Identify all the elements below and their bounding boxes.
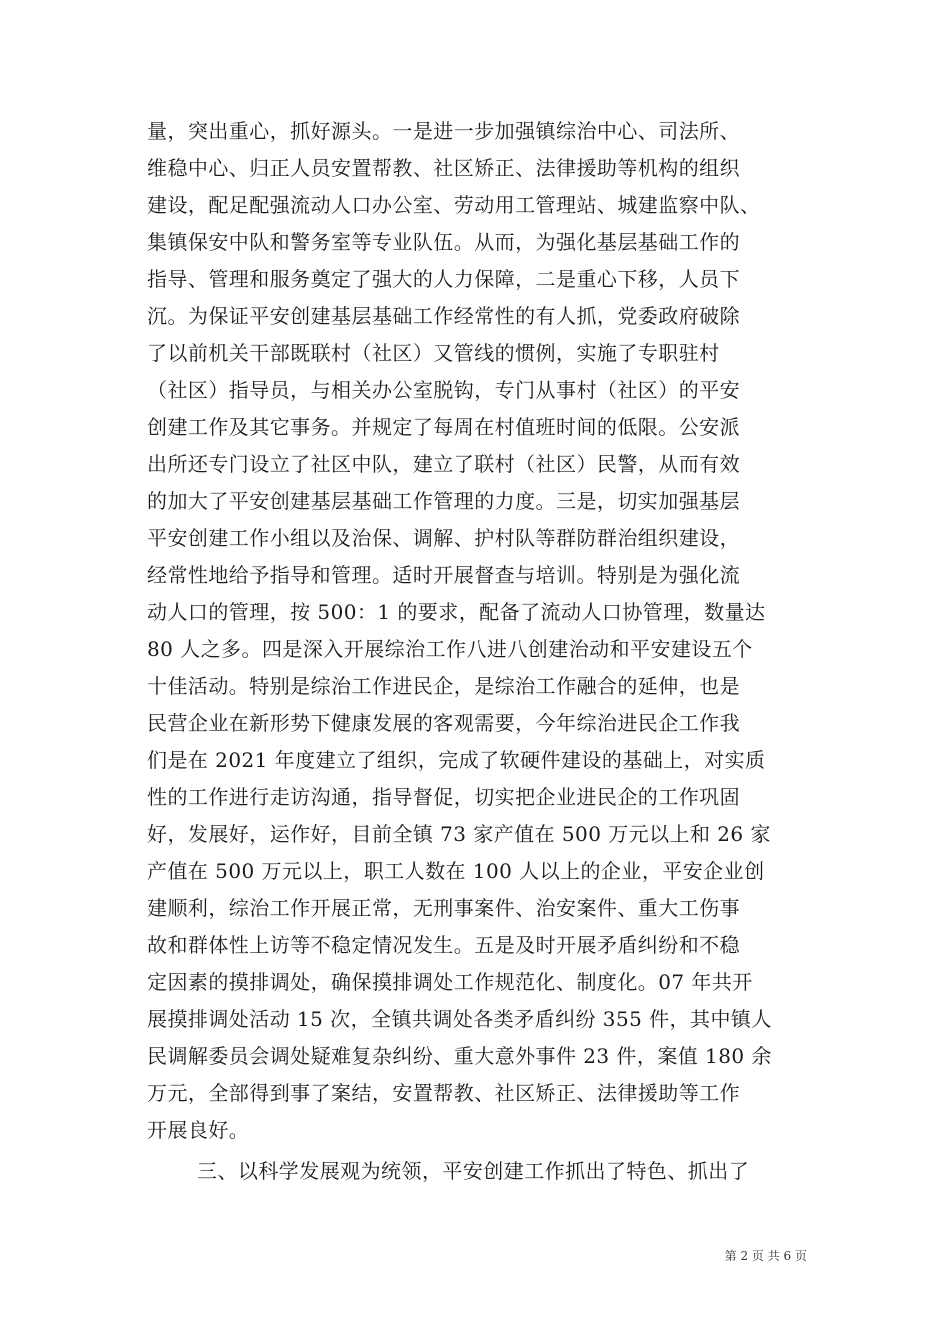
document-body [147, 113, 817, 1190]
text-line: 好，发展好，运作好，目前全镇 73 家产值在 500 万元以上和 26 家 [147, 822, 771, 846]
text-line: 创建工作及其它事务。并规定了每周在村值班时间的低限。公安派 [147, 415, 741, 439]
text-line: 集镇保安中队和警务室等专业队伍。从而，为强化基层基础工作的 [147, 230, 741, 254]
text-line: 80 人之多。四是深入开展综治工作八进八创建治动和平安建设五个 [147, 637, 753, 661]
paragraph-1 [147, 113, 817, 1149]
text-line: 经常性地给予指导和管理。适时开展督查与培训。特别是为强化流 [147, 563, 741, 587]
text-line: 故和群体性上访等不稳定情况发生。五是及时开展矛盾纠纷和不稳 [147, 933, 741, 957]
text-line: 民调解委员会调处疑难复杂纠纷、重大意外事件 23 件，案值 180 余 [147, 1044, 772, 1068]
text-line: 展摸排调处活动 15 次，全镇共调处各类矛盾纠纷 355 件，其中镇人 [147, 1007, 772, 1031]
text-line: 沉。为保证平安创建基层基础工作经常性的有人抓，党委政府破除 [147, 304, 741, 328]
paragraph-2 [147, 1153, 817, 1190]
text-line: 指导、管理和服务奠定了强大的人力保障，二是重心下移，人员下 [147, 267, 741, 291]
text-line: 产值在 500 万元以上，职工人数在 100 人以上的企业，平安企业创 [147, 859, 765, 883]
text-line: 开展良好。 [147, 1118, 250, 1142]
text-line: 万元，全部得到事了案结，安置帮教、社区矫正、法律援助等工作 [147, 1081, 741, 1105]
text-line: 性的工作进行走访沟通，指导督促，切实把企业进民企的工作巩固 [147, 785, 741, 809]
page-indicator: 第 2 页 共 6 页 [724, 1249, 807, 1263]
text-line: 动人口的管理，按 500：1 的要求，配备了流动人口协管理，数量达 [147, 600, 766, 624]
paragraph-2-line [147, 1153, 817, 1190]
text-line: 建设，配足配强流动人口办公室、劳动用工管理站、城建监察中队、 [147, 193, 761, 217]
text-line: 了以前机关干部既联村（社区）又管线的惯例，实施了专职驻村 [147, 341, 720, 365]
text-line: （社区）指导员，与相关办公室脱钩，专门从事村（社区）的平安 [147, 378, 741, 402]
text-line: 的加大了平安创建基层基础工作管理的力度。三是，切实加强基层 [147, 489, 741, 513]
text-line: 十佳活动。特别是综治工作进民企，是综治工作融合的延伸，也是 [147, 674, 741, 698]
text-line: 们是在 2021 年度建立了组织，完成了软硬件建设的基础上，对实质 [147, 748, 766, 772]
page-footer [725, 1247, 807, 1264]
text-line: 建顺利，综治工作开展正常，无刑事案件、治安案件、重大工伤事 [147, 896, 741, 920]
text-line: 出所还专门设立了社区中队，建立了联村（社区）民警，从而有效 [147, 452, 741, 476]
text-line: 平安创建工作小组以及治保、调解、护村队等群防群治组织建设， [147, 526, 741, 550]
section-heading-text: 三、以科学发展观为统领，平安创建工作抓出了特色、抓出了 [197, 1159, 750, 1183]
text-line: 量，突出重心，抓好源头。一是进一步加强镇综治中心、司法所、 [147, 119, 741, 143]
text-line: 民营企业在新形势下健康发展的客观需要，今年综治进民企工作我 [147, 711, 741, 735]
text-line: 维稳中心、归正人员安置帮教、社区矫正、法律援助等机构的组织 [147, 156, 741, 180]
text-line: 定因素的摸排调处，确保摸排调处工作规范化、制度化。07 年共开 [147, 970, 753, 994]
